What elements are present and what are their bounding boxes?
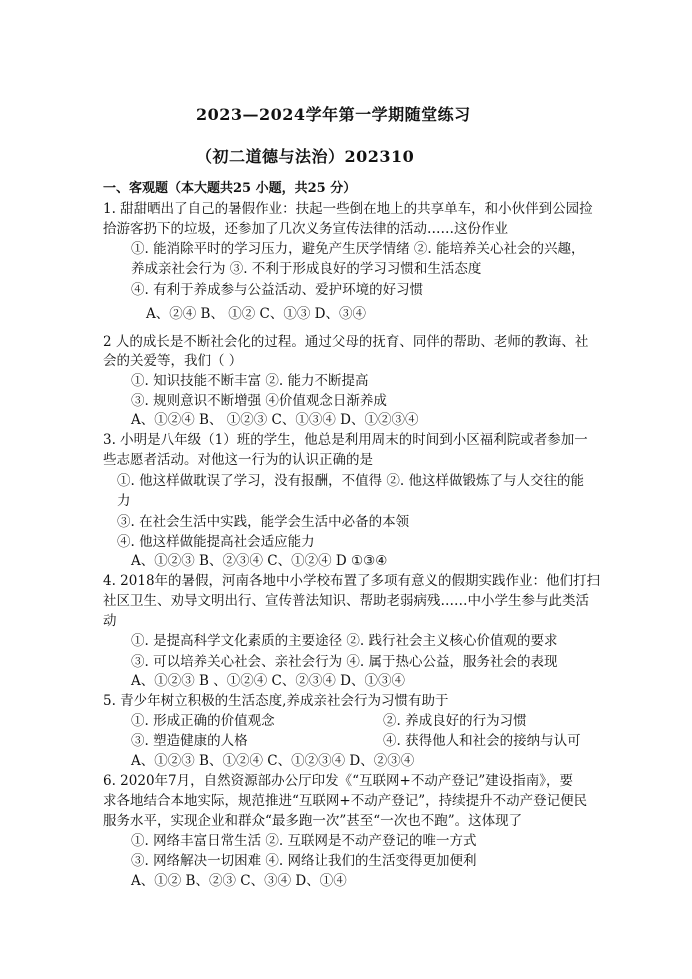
q5-option-2: ②. 养成良好的行为习惯 xyxy=(383,713,527,729)
q4-stem-line3: 动 xyxy=(103,613,117,629)
q1-answer-choices: A、②④ B、 ①② C、①③ D、③④ xyxy=(146,306,366,322)
page-title: 2023—2024学年第一学期随堂练习 xyxy=(196,105,471,124)
q6-option-line2: ③. 网络解决一切困难 ④. 网络让我们的生活变得更加便利 xyxy=(131,853,477,869)
q1-stem-line1: 1. 甜甜晒出了自己的暑假作业：扶起一些倒在地上的共享单车，和小伙伴到公园捡 xyxy=(103,201,593,217)
q2-stem-line1: 2 人的成长是不断社会化的过程。通过父母的抚育、同伴的帮助、老师的教诲、社 xyxy=(103,334,589,350)
section-heading: 一、客观题（本大题共25 小题，共25 分） xyxy=(103,181,357,196)
q6-answer-choices: A、①② B、②③ C、③④ D、①④ xyxy=(131,873,347,889)
q6-option-line1: ①. 网络丰富日常生活 ②. 互联网是不动产登记的唯一方式 xyxy=(131,833,477,849)
q5-answer-choices: A、①②③ B、①②④ C、①②③④ D、②③④ xyxy=(131,753,415,769)
q4-option-line1: ①. 是提高科学文化素质的主要途径 ②. 践行社会主义核心价值观的要求 xyxy=(131,633,558,649)
page-subtitle: （初二道德与法治）202310 xyxy=(196,147,415,166)
q1-stem-line2: 拾游客扔下的垃圾，还参加了几次义务宣传法律的活动……这份作业 xyxy=(103,221,508,237)
q4-stem-line1: 4. 2018年的暑假，河南各地中小学校布置了多项有意义的假期实践作业：他们打扫 xyxy=(103,573,601,589)
q6-stem-line2: 求各地结合本地实际，规范推进“互联网+不动产登记”，持续提升不动产登记便民 xyxy=(103,793,588,809)
q2-answer-choices: A、①②④ B、 ①②③ C、①③④ D、①②③④ xyxy=(131,412,419,428)
q3-option-line1-cont: 力 xyxy=(117,493,131,509)
q2-stem-line2: 会的关爱等，我们（ ） xyxy=(103,353,243,369)
q3-option-line2: ③. 在社会生活中实践，能学会生活中必备的本领 xyxy=(117,514,410,530)
q6-stem-line1: 6. 2020年7月，自然资源部办公厅印发《“互联网+不动产登记”建设指南》，要 xyxy=(103,773,573,789)
q4-stem-line2: 社区卫生、劝导文明出行、宣传普法知识、帮助老弱病残……中小学生参与此类活 xyxy=(103,593,589,609)
q5-option-3: ③. 塑造健康的人格 xyxy=(131,733,248,749)
q6-stem-line3: 服务水平，实现企业和群众“最多跑一次”甚至“一次也不跑”。这体现了 xyxy=(103,813,523,829)
q5-stem: 5. 青少年树立积极的生活态度,养成亲社会行为习惯有助于 xyxy=(103,693,449,709)
q2-option-line1: ①. 知识技能不断丰富 ②. 能力不断提高 xyxy=(131,373,369,389)
q3-answer-choices: A、①②③ B、②③④ C、①②④ D ①③④ xyxy=(131,553,388,569)
q3-stem-line2: 些志愿者活动。对他这一行为的认识正确的是 xyxy=(103,452,373,468)
q5-option-4: ④. 获得他人和社会的接纳与认可 xyxy=(383,733,581,749)
q4-option-line2: ③. 可以培养关心社会、亲社会行为 ④. 属于热心公益，服务社会的表现 xyxy=(131,654,558,670)
q3-option-line3: ④. 他这样做能提高社会适应能力 xyxy=(117,534,315,550)
q3-stem-line1: 3. 小明是八年级（1）班的学生，他总是利用周末的时间到小区福利院或者参加一 xyxy=(103,432,588,448)
q1-option-line1: ①. 能消除平时的学习压力，避免产生厌学情绪 ②. 能培养关心社会的兴趣， xyxy=(131,241,585,257)
q1-option-line2: 养成亲社会行为 ③. 不利于形成良好的学习习惯和生活态度 xyxy=(131,261,482,277)
q1-option-line3: ④. 有利于养成参与公益活动、爱护环境的好习惯 xyxy=(131,282,424,298)
q5-option-1: ①. 形成正确的价值观念 xyxy=(131,713,275,729)
q2-option-line2: ③. 规则意识不断增强 ④价值观念日渐养成 xyxy=(131,393,387,409)
q4-answer-choices: A、①②③ B 、①②④ C、②③④ D、①③④ xyxy=(131,673,405,689)
q3-option-line1: ①. 他这样做耽误了学习，没有报酬，不值得 ②. 他这样做锻炼了与人交往的能 xyxy=(117,473,584,489)
